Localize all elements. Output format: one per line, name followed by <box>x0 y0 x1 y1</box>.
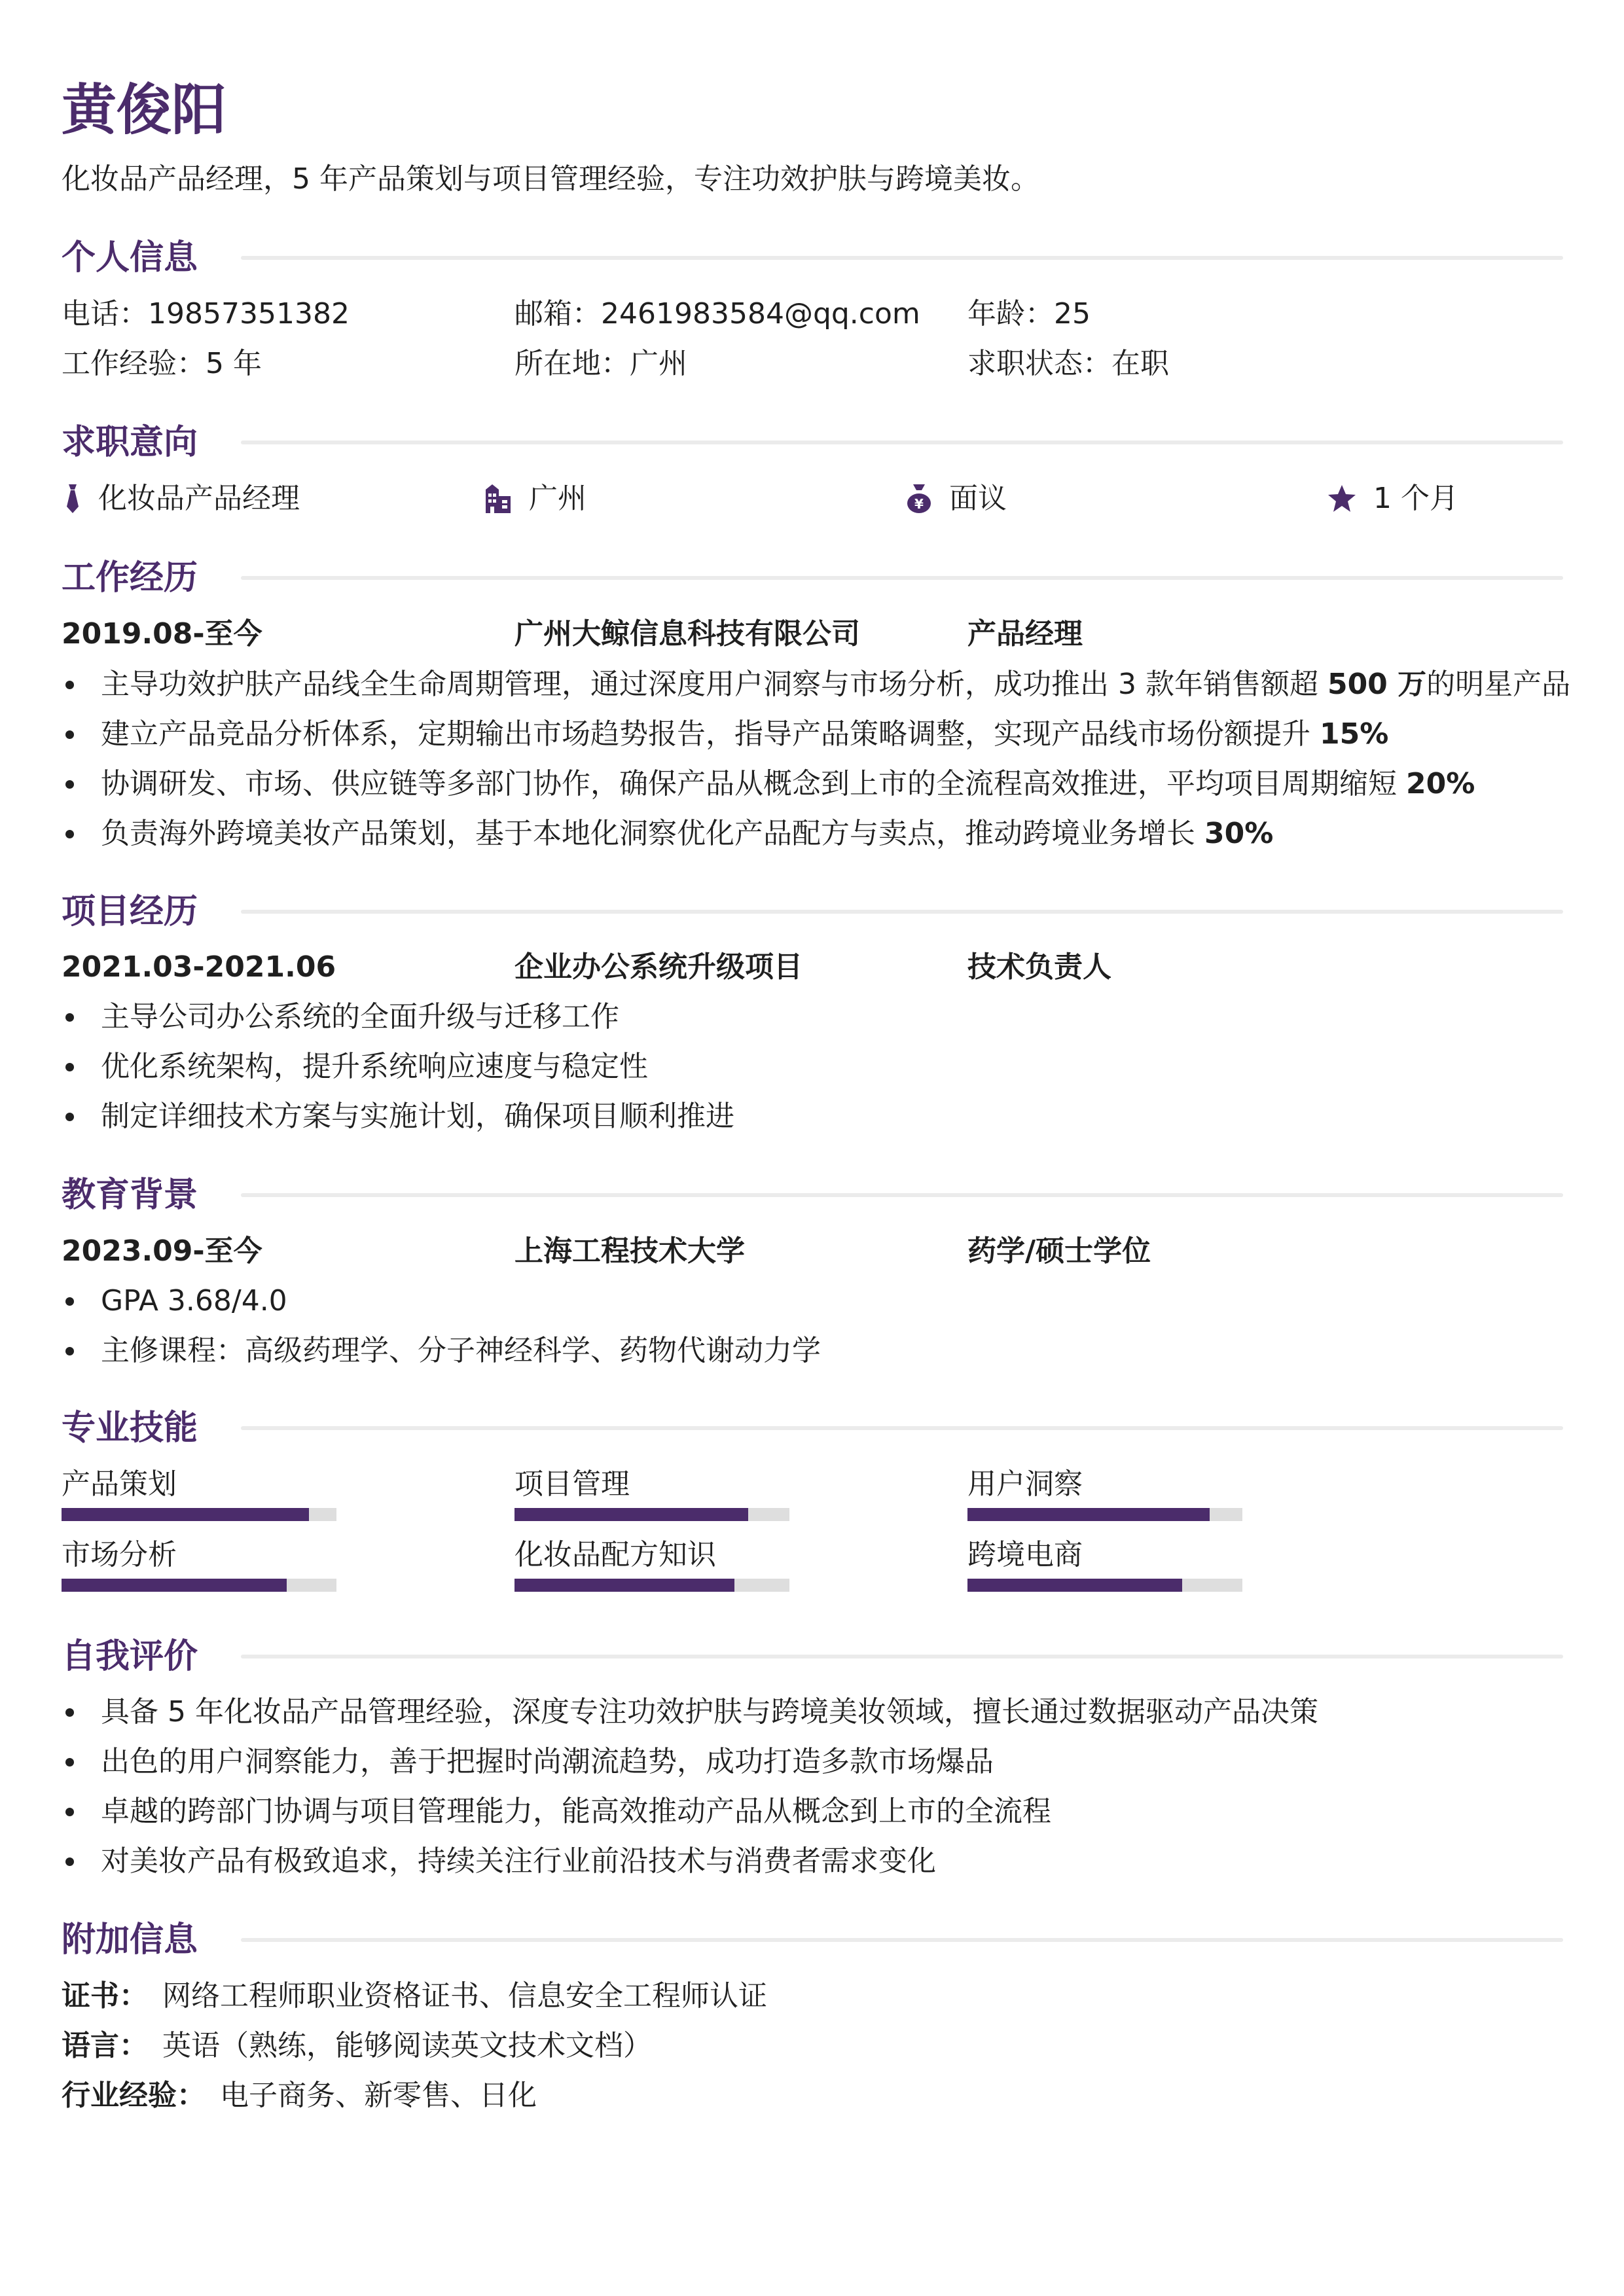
skill-item <box>62 1534 336 1592</box>
list-item: 负责海外跨境美妆产品策划，基于本地化洞察优化产品配方与卖点，推动跨境业务增长 30% <box>62 809 1570 859</box>
section-divider <box>241 1193 1563 1197</box>
skill-label: 化妆品配方知识 <box>514 1538 716 1571</box>
location-text: 所在地：广州 <box>514 347 687 380</box>
skill-bar <box>62 1508 336 1521</box>
section-title-self: 自我评价 <box>62 1637 198 1676</box>
list-item: 制定详细技术方案与实施计划，确保项目顺利推进 <box>62 1092 734 1141</box>
status-text: 求职状态：在职 <box>967 347 1169 380</box>
education-period: 2023.09-至今 <box>62 1234 262 1268</box>
intent-salary-text: 面议 <box>949 482 1007 515</box>
skill-item <box>514 1463 789 1521</box>
section-title-work: 工作经历 <box>62 558 198 598</box>
education-bullet-list <box>62 1276 821 1376</box>
skill-item <box>967 1463 1242 1521</box>
skill-label: 项目管理 <box>514 1467 630 1501</box>
experience-text: 工作经验：5 年 <box>62 347 262 380</box>
star-icon <box>1327 484 1356 513</box>
tie-icon <box>64 484 81 513</box>
skill-item <box>967 1534 1242 1592</box>
extra-industry-row <box>62 2075 537 2117</box>
work-bullet-list <box>62 660 1570 859</box>
section-divider <box>241 256 1563 260</box>
self-eval-bullet-list <box>62 1687 1318 1886</box>
list-item: 协调研发、市场、供应链等多部门协作，确保产品从概念到上市的全流程高效推进，平均项目周期缩短 20% <box>62 759 1570 809</box>
list-item: 卓越的跨部门协调与项目管理能力，能高效推动产品从概念到上市的全流程 <box>62 1787 1318 1837</box>
skill-bar-fill <box>514 1508 748 1521</box>
section-title-personal: 个人信息 <box>62 238 198 278</box>
cert-label: 证书： <box>62 1979 148 2013</box>
project-period: 2021.03-2021.06 <box>62 950 336 984</box>
candidate-summary: 化妆品产品经理，5 年产品策划与项目管理经验，专注功效护肤与跨境美妆。 <box>62 162 1039 196</box>
money-bag-icon <box>906 484 932 513</box>
skill-bar <box>62 1579 336 1592</box>
intent-position-text: 化妆品产品经理 <box>98 482 300 515</box>
work-role: 产品经理 <box>967 617 1083 651</box>
intent-city-text: 广州 <box>529 482 586 515</box>
list-item: 出色的用户洞察能力，善于把握时尚潮流趋势，成功打造多款市场爆品 <box>62 1737 1318 1787</box>
skill-bar-fill <box>62 1508 309 1521</box>
section-divider <box>241 1938 1563 1942</box>
education-school: 上海工程技术大学 <box>514 1234 745 1268</box>
section-title-skills: 专业技能 <box>62 1408 198 1448</box>
skill-label: 市场分析 <box>62 1538 177 1571</box>
intent-availability <box>1327 478 1458 520</box>
skill-bar <box>514 1508 789 1521</box>
list-item: 主导功效护肤产品线全生命周期管理，通过深度用户洞察与市场分析，成功推出 3 款年销售额超 500 万的明星产品 <box>62 660 1570 709</box>
skill-bar-fill <box>967 1579 1182 1592</box>
skill-label: 用户洞察 <box>967 1467 1083 1501</box>
list-item: GPA 3.68/4.0 <box>62 1276 821 1326</box>
education-degree: 药学/硕士学位 <box>967 1234 1151 1268</box>
lang-value: 英语（熟练，能够阅读英文技术文档） <box>162 2029 652 2062</box>
skill-label: 跨境电商 <box>967 1538 1083 1571</box>
list-item: 对美妆产品有极致追求，持续关注行业前沿技术与消费者需求变化 <box>62 1837 1318 1886</box>
candidate-name: 黄俊阳 <box>62 78 227 142</box>
skill-bar <box>514 1579 789 1592</box>
section-divider <box>241 1426 1563 1430</box>
intent-city <box>484 478 586 520</box>
skill-bar <box>967 1508 1242 1521</box>
section-divider <box>241 1655 1563 1659</box>
skill-bar-fill <box>967 1508 1210 1521</box>
section-title-education: 教育背景 <box>62 1175 198 1215</box>
skill-bar <box>967 1579 1242 1592</box>
cert-value: 网络工程师职业资格证书、信息安全工程师认证 <box>162 1979 767 2013</box>
skill-bar-fill <box>514 1579 734 1592</box>
intent-salary <box>906 478 1007 520</box>
section-title-project: 项目经历 <box>62 892 198 931</box>
section-divider <box>241 576 1563 580</box>
age-text: 年龄：25 <box>967 297 1091 331</box>
extra-lang-row <box>62 2025 652 2067</box>
work-period: 2019.08-至今 <box>62 617 262 651</box>
svg-text:¥: ¥ <box>914 496 924 512</box>
intent-row <box>62 478 1563 520</box>
industry-value: 电子商务、新零售、日化 <box>220 2079 537 2112</box>
project-role: 技术负责人 <box>967 950 1111 984</box>
lang-label: 语言： <box>62 2029 148 2062</box>
skill-item <box>62 1463 336 1521</box>
intent-availability-text: 1 个月 <box>1373 482 1458 515</box>
list-item: 优化系统架构，提升系统响应速度与稳定性 <box>62 1042 734 1092</box>
phone-text: 电话：19857351382 <box>62 297 350 331</box>
project-name: 企业办公系统升级项目 <box>514 950 803 984</box>
section-divider <box>241 910 1563 914</box>
skill-bar-fill <box>62 1579 287 1592</box>
section-title-extra: 附加信息 <box>62 1920 198 1960</box>
list-item: 主导公司办公系统的全面升级与迁移工作 <box>62 992 734 1042</box>
skill-item <box>514 1534 789 1592</box>
list-item: 具备 5 年化妆品产品管理经验，深度专注功效护肤与跨境美妆领域，擅长通过数据驱动产品决策 <box>62 1687 1318 1737</box>
intent-position <box>64 478 300 520</box>
list-item: 主修课程：高级药理学、分子神经科学、药物代谢动力学 <box>62 1326 821 1376</box>
email-text: 邮箱：2461983584@qq.com <box>514 297 920 331</box>
list-item: 建立产品竞品分析体系，定期输出市场趋势报告，指导产品策略调整，实现产品线市场份额提升 15% <box>62 709 1570 759</box>
section-title-intent: 求职意向 <box>62 423 198 462</box>
industry-label: 行业经验： <box>62 2079 206 2112</box>
building-icon <box>484 484 512 513</box>
skill-label: 产品策划 <box>62 1467 177 1501</box>
section-divider <box>241 440 1563 444</box>
extra-cert-row <box>62 1975 767 2017</box>
project-bullet-list <box>62 992 734 1141</box>
work-company: 广州大鲸信息科技有限公司 <box>514 617 860 651</box>
